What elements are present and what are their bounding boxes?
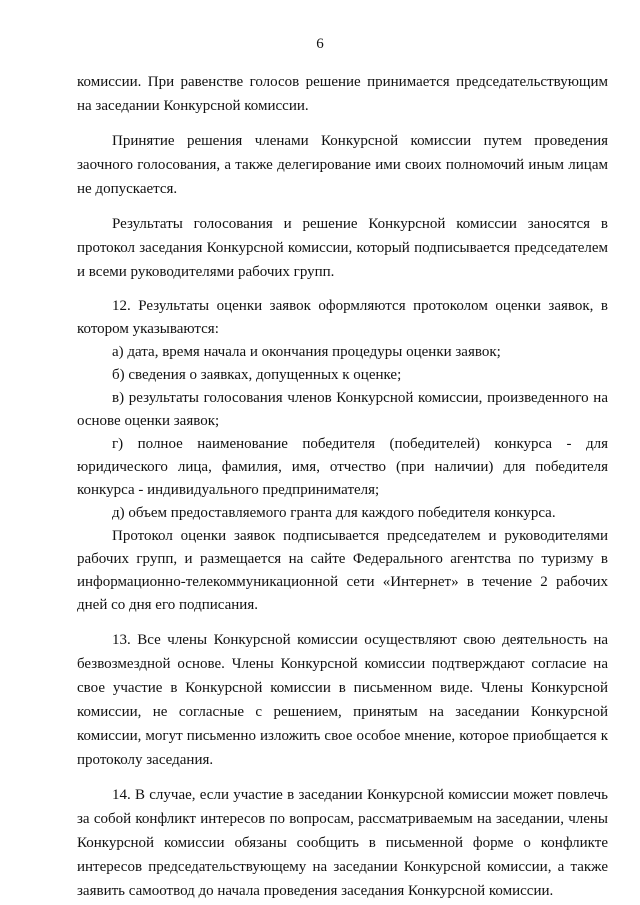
document-body [77, 70, 608, 903]
paragraph-absentee-voting: Принятие решения членами Конкурсной комиссии путем проведения заочного голосования, а также делегирование ими своих полномочий иным лицам не допускается. [77, 133, 608, 197]
list-item-b: б) сведения о заявках, допущенных к оценке; [112, 367, 402, 383]
paragraph-voting-results: Результаты голосования и решение Конкурсной комиссии заносятся в протокол заседания Конкурсной комиссии, который подписывается председателем и всеми руководителями рабочих групп. [77, 216, 608, 280]
paragraph-continuation: комиссии. При равенстве голосов решение принимается председательствующим на заседании Конкурсной комиссии. [77, 74, 608, 114]
list-item-a: а) дата, время начала и окончания процедуры оценки заявок; [112, 344, 501, 360]
paragraph-12-protocol: 12. Результаты оценки заявок оформляются протоколом оценки заявок, в котором указываются: [77, 298, 608, 337]
list-item-d: д) объем предоставляемого гранта для каждого победителя конкурса. [112, 505, 556, 521]
paragraph-protocol-publication: Протокол оценки заявок подписывается председателем и руководителями рабочих групп, и размещается на сайте Федерального агентства по туризму в информационно-телекоммуникационной сети «Интернет» в течение 2 рабочих дней со дня его подписания. [77, 528, 608, 613]
page-number: 6 [316, 36, 324, 52]
list-item-g: г) полное наименование победителя (победителей) конкурса - для юридического лица, фамилия, имя, отчество (при наличии) для победителя конкурса - индивидуального предпринимателя; [77, 436, 608, 498]
paragraph-14-conflict: 14. В случае, если участие в заседании Конкурсной комиссии может повлечь за собой конфликт интересов по вопросам, рассматриваемым на заседании, члены Конкурсной комиссии обязаны сообщить в письменной форме о конфликте интересов председательствующему на заседании Конкурсной комиссии, а также заявить самоотвод до начала проведения заседания Конкурсной комиссии. [77, 787, 608, 899]
paragraph-13-members: 13. Все члены Конкурсной комиссии осуществляют свою деятельность на безвозмездной основе. Члены Конкурсной комиссии подтверждают согласие на свое участие в Конкурсной комиссии в письменном виде. Члены Конкурсной комиссии, не согласные с решением, принятым на заседании Конкурсной комиссии, могут письменно изложить свое особое мнение, которое приобщается к протоколу заседания. [77, 632, 608, 768]
list-item-v: в) результаты голосования членов Конкурсной комиссии, произведенного на основе оценки заявок; [77, 390, 608, 429]
